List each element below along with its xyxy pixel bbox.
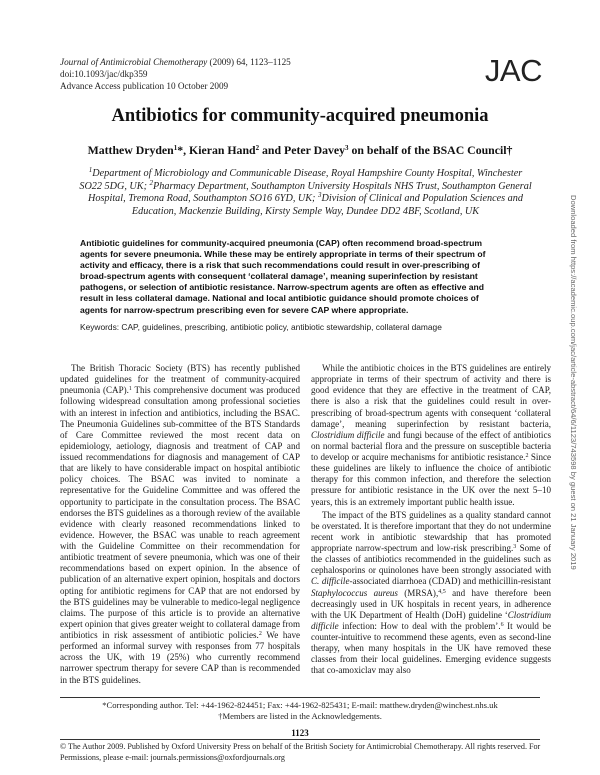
body-left-column	[60, 363, 300, 686]
author-separator: and	[259, 143, 284, 157]
author-name: Peter Davey	[284, 143, 346, 157]
text-run: and have therefore been decreasingly used in UK hospitals in recent years, in adherence with the UK Department of Health (DoH) guideline ‘	[311, 587, 551, 620]
author-name: Kieran Hand	[189, 143, 256, 157]
journal-name: Journal of Antimicrobial Chemotherapy	[60, 57, 208, 67]
members-footnote: †Members are listed in the Acknowledgements.	[218, 711, 382, 721]
text-run: The British Thoracic Society (BTS) has recently published updated guidelines for the treatment of community-acquired pneumonia (CAP).	[60, 363, 300, 396]
download-watermark: Downloaded from https://academic.oup.com/jac/article-abstract/64/6/1123/743598 by guest on 21 January 2019	[569, 195, 578, 570]
text-run: It would be counter-intuitive to recommend these agents, even as second-line therapy, when many hospitals in the UK have removed these classes from their local guidelines. Emerging evidence suggests that co-amoxiclav may also	[311, 620, 551, 676]
abstract-line: pathogens, or selection of antibiotic resistance. Narrow-spectrum agents are often as effective and	[80, 282, 485, 293]
author-affil-sup: 3	[345, 144, 349, 152]
ref-sup[interactable]: 2	[258, 631, 262, 637]
affiliation-text: Pharmacy Department, Southampton University Hospitals NHS Trust, Southampton General Hospital, Tremona Road, Southampton SO16 6YD, UK;	[88, 180, 532, 205]
journal-citation	[60, 57, 291, 68]
page-number: 1123	[291, 728, 309, 738]
author-line	[0, 143, 600, 158]
paragraph	[60, 363, 300, 686]
abstract-line: agents for severe pneumonia. While these may be entirely appropriate in terms of their spectrum of	[80, 249, 486, 260]
citation: (2009) 64, 1123–1125	[209, 57, 291, 67]
doi[interactable]: doi:10.1093/jac/dkp359	[60, 69, 148, 79]
text-run: and fungi because of the effect of antibiotics on normal bacterial flora and the pressure on susceptible bacteria to develop or acquire mechanisms for antibiotic resistance.	[311, 429, 551, 462]
copyright-notice: © The Author 2009. Published by Oxford University Press on behalf of the British Society for Antimicrobial Chemotherapy. All rights reserved. For Permissions, please e-mail: journals.permissions@oxfordjournals.org	[60, 742, 541, 762]
text-run: Since these guidelines are likely to influence the choice of antibiotic therapy for this common infection, and therefore the selection pressure for antibiotic resistance in the UK over the next 5–10 years, this is an extremely important public health issue.	[311, 452, 551, 507]
keywords: Keywords: CAP, guidelines, prescribing, antibiotic policy, antibiotic stewardship, collateral damage	[80, 322, 442, 332]
ref-sup[interactable]: 6	[500, 621, 504, 628]
text-run: Some of the classes of antibiotics recommended in the guidelines such as cephalosporins or quinolones have been strongly associated with	[311, 543, 552, 576]
jac-logo: JAC	[484, 53, 542, 88]
text-run: -associated diarrhoea (CDAD) and methicillin-resistant	[349, 576, 551, 587]
body-right-column	[311, 363, 551, 677]
author-affil-sup: 2	[255, 144, 260, 152]
author-group: on behalf of the BSAC Council	[351, 143, 507, 157]
article-title: Antibiotics for community-acquired pneumonia	[111, 106, 489, 126]
author-name: Matthew Dryden	[87, 143, 174, 157]
text-run: (MRSA),	[397, 587, 439, 598]
organism-name: C. difficile	[311, 576, 350, 587]
text-run: This comprehensive document was produced following widespread consultation among professional societies with an interest in infection and antibiotics, including the BSAC. The Pneumonia Guidelines sub-committee of the BTS Standards of Care Committee reviewed the most recent data on epidemiology, aetiology, diagnosis and treatment of CAP and issued recommendations for diagnosis and management of CAP that are likely to have considerable impact on hospital antibiotic policy choices. The BSAC was invited to nominate a representative for the Guideline Committee and was offered the opportunity to participate in the consultation process. The BSAC endorses the BTS guidelines as a thorough review of the available evidence with clearly reasoned recommendations linked to evidence. However, the BSAC was unable to reach agreement with the Guideline Committee on their recommendation for antibiotic treatment of severe pneumonia, which was one of their recommendations based on expert opinion. In the absence of publication of an alternative expert opinion, hospitals and doctors opting for antibiotic regimens for CAP that are not endorsed by the BTS guidelines may be vulnerable to medico-legal negligence claims. The purpose of this article is to provide an alternative expert opinion that gives greater weight to collateral damage from antibiotics in risk assessment of antibiotic policies.	[60, 385, 300, 640]
organism-name: Clostridium difficile	[311, 429, 385, 440]
author-separator: ,	[183, 143, 190, 157]
ref-sup[interactable]: 4,5	[438, 588, 446, 595]
corresponding-author-footnote: *Corresponding author. Tel: +44-1962-824451; Fax: +44-1962-825431; E-mail: matthew.dryden@winchest.nhs.uk	[102, 700, 498, 710]
author-affil-sup: 1	[173, 144, 178, 152]
paragraph	[311, 363, 551, 508]
text-run: The impact of the BTS guidelines as a quality standard cannot be overstated. It is therefore important that they do not undermine recent work in antibiotic stewardship that has promoted appropriate narrow-spectrum and low-risk prescribing.	[311, 509, 551, 553]
text-run: We have performed an informal survey with responses from 77 hospitals across the UK, with 19 (25%) who currently recommend narrower spectrum therapy for severe CAP than is recommended in the BTS guidelines.	[60, 630, 300, 685]
affiliation-sup: 2	[149, 178, 154, 187]
abstract-line: agents for narrow-spectrum prescribing even for severe CAP where appropriate.	[80, 304, 409, 315]
ref-sup[interactable]: 2	[525, 453, 529, 459]
affiliation-text: Division of Clinical and Population Sciences and Education, Mackenzie Building, Kirsty Semple Way, Dundee DD2 4BF, Scotland, UK	[131, 193, 523, 217]
organism-name: Staphylococcus aureus	[311, 587, 398, 598]
affiliation-sup: 1	[88, 166, 93, 174]
paragraph	[311, 510, 551, 677]
affiliations	[78, 168, 533, 218]
affiliation-text: Department of Microbiology and Communicable Disease, Royal Hampshire County Hospital, Winchester SO22 5DG, UK;	[79, 168, 523, 192]
affiliation-sup: 3	[318, 191, 322, 200]
organism-name: Clostridium difficile	[311, 609, 551, 631]
abstract	[80, 238, 526, 316]
author-mark: †	[506, 143, 513, 157]
abstract-line: result in less collateral damage. National and local antibiotic guidance should promote choices of	[80, 293, 479, 304]
copyright-divider	[60, 739, 540, 740]
ref-sup[interactable]: 1	[128, 386, 132, 393]
text-run: While the antibiotic choices in the BTS guidelines are entirely appropriate in terms of their spectrum of activity and there is good evidence that they are effective in the treatment of CAP, there is also a risk that the guidelines could result in over-prescribing of broad-spectrum agents with consequent ‘collateral damage’, meaning superinfection by resistant bacteria,	[311, 363, 551, 429]
advance-access: Advance Access publication 10 October 2009	[60, 81, 229, 91]
footnote-divider	[60, 697, 540, 698]
text-run: infection: How to deal with the problem’.	[338, 620, 501, 631]
author-mark: *	[177, 143, 184, 157]
abstract-line: activity and efficacy, there is a risk that such recommendations could result in over-prescribing of	[80, 260, 481, 271]
abstract-line: broad-spectrum agents with consequent ‘collateral damage’, meaning superinfection by resistant	[80, 271, 478, 282]
ref-sup[interactable]: 3	[513, 544, 517, 550]
abstract-line: Antibiotic guidelines for community-acquired pneumonia (CAP) often recommend broad-spectrum	[80, 238, 483, 248]
